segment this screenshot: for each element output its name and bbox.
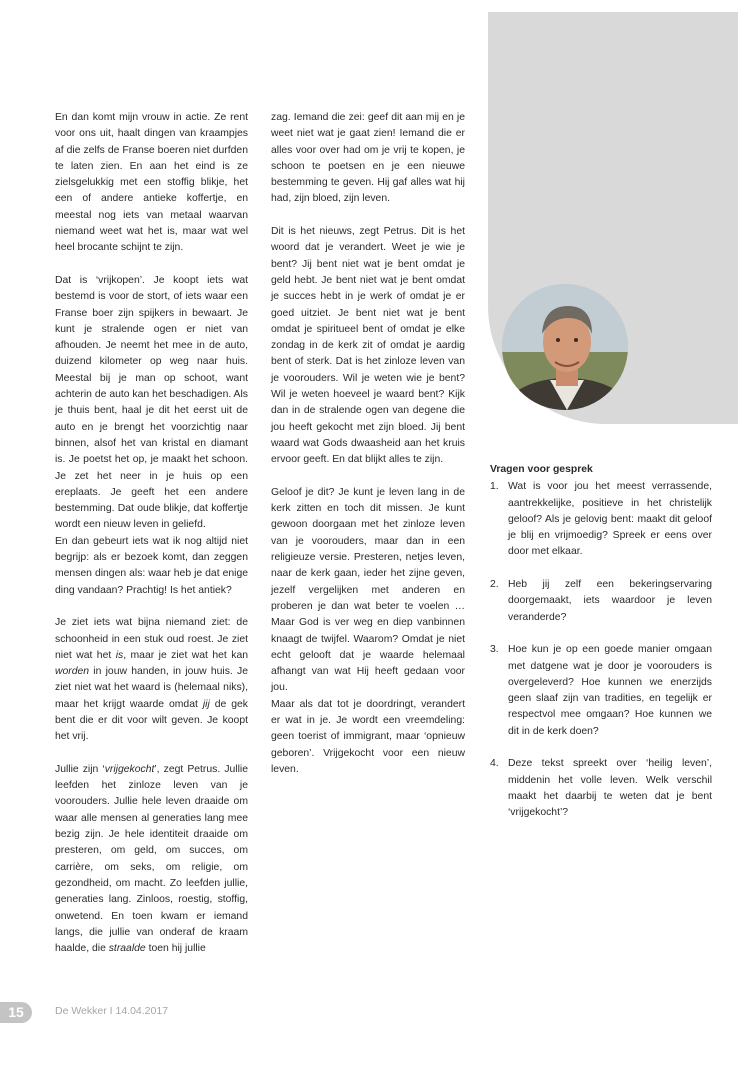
author-portrait bbox=[502, 284, 628, 410]
paragraph: Geloof je dit? Je kunt je leven lang in de kerk zitten en toch dit missen. Je kunt gewoon doorgaan met het zinloze leven van je voorouders, maar dan in een religieuze versie. Presteren, netjes leven, naar de kerk gaan, ieder het zijne geven, jezelf vergelijken met anderen en proberen je dan wat beter te voelen … Maar God is ver weg en diep vanbinnen knaagt de twijfel. Waarom? Omdat je niet echt gelooft dat je waarde helemaal afhangt van wat Hij heeft gedaan voor jou. bbox=[271, 486, 465, 694]
paragraph: Jullie zijn ‘vrijgekocht’, zegt Petrus. Jullie leefden het zinloze leven van je voorouders. Jullie hele leven draaide om waar alle mensen al generaties lang mee bezig zijn. Je hele identiteit draaide om presteren, om geld, om succes, om carrière, om seks, om religie, om gezondheid, om macht. Zo leefden jullie, generaties lang. Zinloos, roestig, stoffig, onwetend. En toen kwam er iemand langs, die jullie van onderaf de kraam haalde, die straalde toen hij jullie bbox=[55, 763, 248, 955]
question-item: 2. Heb jij zelf een bekeringservaring doorgemaakt, iets waardoor je leven veranderde? bbox=[490, 579, 712, 623]
portrait-illustration bbox=[502, 284, 628, 410]
paragraph: En dan gebeurt iets wat ik nog altijd niet begrijp: als er bezoek komt, dan zeggen mensen dingen als: waar heb je dat enige ding vandaan? Prachtig! Is het antiek? bbox=[55, 535, 248, 596]
page-number: 15 bbox=[0, 1002, 32, 1023]
question-item: 4. Deze tekst spreekt over ‘heilig leven’, middenin het volle leven. Welk verschil maakt het daarbij te weten dat je bent ‘vrijgekocht’? bbox=[490, 758, 712, 819]
questions-title: Vragen voor gesprek bbox=[490, 464, 593, 475]
publication-info: De Wekker I 14.04.2017 bbox=[55, 1005, 169, 1017]
page-footer bbox=[0, 1002, 300, 1024]
paragraph: En dan komt mijn vrouw in actie. Ze rent voor ons uit, haalt dingen van kraampjes af die zelfs de Franse boeren niet durfden te laten zien. En aan het eind is ze zielsgelukkig met een stoffig blikje, het een of andere antieke koffertje, en meestal nog iets van metaal waarvan niemand weet wat het is, maar wat wel heel brocante schijnt te zijn. bbox=[55, 112, 248, 254]
question-item: 1. Wat is voor jou het meest verrassende, aantrekkelijke, positieve in het christelijk geloof? Als je gelovig bent: maakt dit geloof je blij en vrijmoedig? Spreek er eens over door met elkaar. bbox=[490, 481, 712, 558]
article-column-1 bbox=[55, 110, 248, 957]
article-column-2 bbox=[271, 110, 465, 778]
paragraph: zag. Iemand die zei: geef dit aan mij en je weet niet wat je gaat zien! Iemand die er alles voor over had om je vrij te kopen, je schoon te poetsen en je een nieuwe bestemming te geven. Hij gaf alles wat hij had, zijn bloed, zijn leven. bbox=[271, 112, 465, 205]
paragraph: Maar als dat tot je doordringt, verandert er wat in je. Je wordt een vreemdeling: geen toerist of immigrant, maar ‘opnieuw geboren’. Vrijgekocht voor een nieuw leven. bbox=[271, 698, 465, 775]
question-item: 3. Hoe kun je op een goede manier omgaan met datgene wat je door je voorouders is overgeleverd? Hoe kunnen we enerzijds geen slaaf zijn van tradities, en tegelijk er respectvol mee omgaan? Hoe kunnen we dit in de kerk doen? bbox=[490, 644, 712, 737]
discussion-questions bbox=[490, 462, 712, 838]
paragraph: Je ziet iets wat bijna niemand ziet: de schoonheid in een stuk oud roest. Je ziet niet wat het is, maar je ziet wat het kan worden in jouw handen, in jouw huis. Je ziet niet wat het waard is (helemaal niks), maar het krijgt waarde omdat jij de gek bent die er dit voor wilt geven. Je koopt het vrij. bbox=[55, 617, 248, 743]
paragraph: Dat is ‘vrijkopen’. Je koopt iets wat bestemd is voor de stort, of iets waar een Franse boer zijn spijkers in bewaart. Je kunt je stralende ogen er niet van afhouden. Je neemt het mee in de auto, duizend kilometer op weg naar huis. Meestal bij je man op schoot, want achterin de auto kan het beschadigen. Als je thuis bent, haal je dit het eerst uit de auto en je brengt het voorzichtig naar binnen, alsof het van kristal en diamant is. Je poetst het op, je maakt het schoon. Je zet het neer in je huis op een ereplaats. Je geeft het een andere bestemming. Dat oude blikje, dat koffertje wordt een nieuw leven in geliefd. bbox=[55, 274, 248, 531]
paragraph: Dit is het nieuws, zegt Petrus. Dit is het woord dat je verandert. Weet je wie je bent? Jij bent niet wat je bent omdat je geld hebt. Je bent niet wat je bent omdat je succes hebt in je werk of omdat je er goed uitziet. Je bent niet wat je bent omdat je spiritueel bent of omdat je elke zondag in de kerk zit of omdat je aardig bent of sterk. Dat is het zinloze leven van je voorouders. Wil je weten wie je bent? Wil je weten hoeveel je waard bent? Kijk dan in de stralende ogen van degene die jou heeft gekocht met zijn bloed. Jij bent waard wat Gods dwaasheid aan het kruis ervoor geeft. En dat blijkt alles te zijn. bbox=[271, 226, 465, 466]
